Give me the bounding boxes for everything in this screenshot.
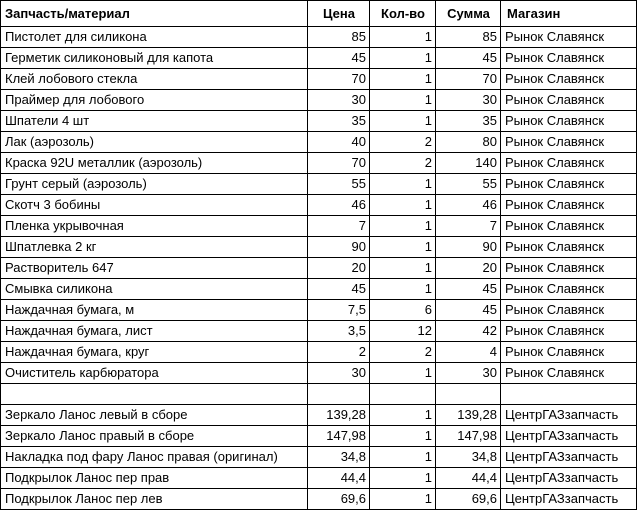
cell-sum[interactable]: 46: [436, 195, 501, 216]
cell-shop[interactable]: Рынок Славянск: [501, 195, 637, 216]
cell-sum[interactable]: 44,4: [436, 468, 501, 489]
cell-shop[interactable]: Рынок Славянск: [501, 132, 637, 153]
cell-shop[interactable]: ЦентрГАЗзапчасть: [501, 447, 637, 468]
cell-name[interactable]: Герметик силиконовый для капота: [1, 48, 308, 69]
cell-sum[interactable]: 7: [436, 216, 501, 237]
cell-sum[interactable]: 69,6: [436, 489, 501, 510]
cell-qty[interactable]: 1: [370, 216, 436, 237]
cell-name[interactable]: Краска 92U металлик (аэрозоль): [1, 153, 308, 174]
cell-price[interactable]: 69,6: [308, 489, 370, 510]
cell-name[interactable]: Клей лобового стекла: [1, 69, 308, 90]
cell-sum[interactable]: 45: [436, 300, 501, 321]
cell-shop[interactable]: Рынок Славянск: [501, 48, 637, 69]
cell-name[interactable]: Наждачная бумага, круг: [1, 342, 308, 363]
cell-qty[interactable]: 1: [370, 426, 436, 447]
cell-shop[interactable]: Рынок Славянск: [501, 342, 637, 363]
cell-shop[interactable]: Рынок Славянск: [501, 153, 637, 174]
cell-name[interactable]: Зеркало Ланос левый в сборе: [1, 405, 308, 426]
table-row: [1, 300, 637, 321]
cell-shop[interactable]: Рынок Славянск: [501, 174, 637, 195]
cell-name[interactable]: Смывка силикона: [1, 279, 308, 300]
cell-name[interactable]: Очиститель карбюратора: [1, 363, 308, 384]
cell-qty[interactable]: 1: [370, 447, 436, 468]
table-row: [1, 363, 637, 384]
cell-qty[interactable]: [370, 384, 436, 405]
cell-name[interactable]: Накладка под фару Ланос правая (оригинал): [1, 447, 308, 468]
cell-name[interactable]: Пистолет для силикона: [1, 27, 308, 48]
cell-qty[interactable]: 1: [370, 111, 436, 132]
cell-price[interactable]: 20: [308, 258, 370, 279]
cell-shop[interactable]: Рынок Славянск: [501, 258, 637, 279]
cell-qty[interactable]: 2: [370, 342, 436, 363]
cell-qty[interactable]: 1: [370, 237, 436, 258]
cell-price[interactable]: 90: [308, 237, 370, 258]
cell-qty[interactable]: 1: [370, 279, 436, 300]
cell-price[interactable]: 34,8: [308, 447, 370, 468]
cell-sum[interactable]: 85: [436, 27, 501, 48]
cell-name[interactable]: Праймер для лобового: [1, 90, 308, 111]
cell-name[interactable]: Скотч 3 бобины: [1, 195, 308, 216]
table-row: [1, 153, 637, 174]
cell-price[interactable]: 139,28: [308, 405, 370, 426]
cell-qty[interactable]: 6: [370, 300, 436, 321]
cell-name[interactable]: [1, 384, 308, 405]
cell-shop[interactable]: Рынок Славянск: [501, 111, 637, 132]
table-row: [1, 195, 637, 216]
cell-sum[interactable]: 35: [436, 111, 501, 132]
cell-price[interactable]: 2: [308, 342, 370, 363]
cell-shop[interactable]: Рынок Славянск: [501, 300, 637, 321]
cell-name[interactable]: Шпатлевка 2 кг: [1, 237, 308, 258]
cell-price[interactable]: 70: [308, 69, 370, 90]
table-row: [1, 69, 637, 90]
cell-price[interactable]: 147,98: [308, 426, 370, 447]
cell-shop[interactable]: ЦентрГАЗзапчасть: [501, 405, 637, 426]
cell-price[interactable]: 46: [308, 195, 370, 216]
table-row: [1, 447, 637, 468]
cell-name[interactable]: Шпатели 4 шт: [1, 111, 308, 132]
cell-sum[interactable]: 20: [436, 258, 501, 279]
cell-qty[interactable]: 1: [370, 48, 436, 69]
cell-qty[interactable]: 1: [370, 90, 436, 111]
cell-sum[interactable]: 45: [436, 279, 501, 300]
table-row: [1, 426, 637, 447]
cell-name[interactable]: Подкрылок Ланос пер прав: [1, 468, 308, 489]
cell-name[interactable]: Подкрылок Ланос пер лев: [1, 489, 308, 510]
cell-shop[interactable]: ЦентрГАЗзапчасть: [501, 489, 637, 510]
cell-name[interactable]: Пленка укрывочная: [1, 216, 308, 237]
header-sum[interactable]: Сумма: [436, 1, 501, 27]
cell-price[interactable]: 30: [308, 363, 370, 384]
table-row: [1, 237, 637, 258]
header-name[interactable]: Запчасть/материал: [1, 1, 308, 27]
cell-sum[interactable]: 4: [436, 342, 501, 363]
cell-sum[interactable]: [436, 384, 501, 405]
table-row: [1, 174, 637, 195]
cell-qty[interactable]: 1: [370, 363, 436, 384]
cell-sum[interactable]: 140: [436, 153, 501, 174]
cell-price[interactable]: 45: [308, 279, 370, 300]
table-row: [1, 384, 637, 405]
cell-sum[interactable]: 45: [436, 48, 501, 69]
cell-price[interactable]: 3,5: [308, 321, 370, 342]
table-row: [1, 258, 637, 279]
cell-qty[interactable]: 1: [370, 468, 436, 489]
cell-sum[interactable]: 30: [436, 363, 501, 384]
cell-name[interactable]: Растворитель 647: [1, 258, 308, 279]
cell-sum[interactable]: 30: [436, 90, 501, 111]
cell-sum[interactable]: 139,28: [436, 405, 501, 426]
table-row: [1, 90, 637, 111]
cell-price[interactable]: [308, 384, 370, 405]
cell-shop[interactable]: Рынок Славянск: [501, 279, 637, 300]
cell-shop[interactable]: Рынок Славянск: [501, 90, 637, 111]
cell-qty[interactable]: 2: [370, 132, 436, 153]
header-row: [1, 1, 637, 27]
table-row: [1, 48, 637, 69]
cell-shop[interactable]: Рынок Славянск: [501, 69, 637, 90]
table-row: [1, 216, 637, 237]
cell-price[interactable]: 7: [308, 216, 370, 237]
cell-qty[interactable]: 1: [370, 174, 436, 195]
cell-price[interactable]: 40: [308, 132, 370, 153]
cell-sum[interactable]: 80: [436, 132, 501, 153]
table-row: [1, 489, 637, 510]
header-price[interactable]: Цена: [308, 1, 370, 27]
cell-price[interactable]: 70: [308, 153, 370, 174]
table-body: [1, 27, 637, 510]
cell-name[interactable]: Наждачная бумага, лист: [1, 321, 308, 342]
cell-name[interactable]: Лак (аэрозоль): [1, 132, 308, 153]
cell-name[interactable]: Наждачная бумага, м: [1, 300, 308, 321]
cell-price[interactable]: 44,4: [308, 468, 370, 489]
header-qty[interactable]: Кол-во: [370, 1, 436, 27]
cell-qty[interactable]: 1: [370, 489, 436, 510]
cell-shop[interactable]: Рынок Славянск: [501, 321, 637, 342]
table-row: [1, 132, 637, 153]
cell-price[interactable]: 55: [308, 174, 370, 195]
cell-qty[interactable]: 1: [370, 405, 436, 426]
cell-sum[interactable]: 147,98: [436, 426, 501, 447]
cell-sum[interactable]: 90: [436, 237, 501, 258]
table-row: [1, 468, 637, 489]
cell-price[interactable]: 35: [308, 111, 370, 132]
cell-sum[interactable]: 70: [436, 69, 501, 90]
table-row: [1, 111, 637, 132]
cell-sum[interactable]: 42: [436, 321, 501, 342]
cell-price[interactable]: 45: [308, 48, 370, 69]
cell-qty[interactable]: 1: [370, 195, 436, 216]
cell-name[interactable]: Грунт серый (аэрозоль): [1, 174, 308, 195]
table-row: [1, 27, 637, 48]
cell-qty[interactable]: 12: [370, 321, 436, 342]
cell-sum[interactable]: 34,8: [436, 447, 501, 468]
table-row: [1, 321, 637, 342]
cell-shop[interactable]: ЦентрГАЗзапчасть: [501, 426, 637, 447]
cell-price[interactable]: 85: [308, 27, 370, 48]
cell-name[interactable]: Зеркало Ланос правый в сборе: [1, 426, 308, 447]
cell-qty[interactable]: 1: [370, 258, 436, 279]
cell-price[interactable]: 7,5: [308, 300, 370, 321]
table-row: [1, 405, 637, 426]
cell-shop[interactable]: Рынок Славянск: [501, 363, 637, 384]
header-shop[interactable]: Магазин: [501, 1, 637, 27]
cell-qty[interactable]: 1: [370, 69, 436, 90]
cell-qty[interactable]: 1: [370, 27, 436, 48]
cell-shop[interactable]: ЦентрГАЗзапчасть: [501, 468, 637, 489]
cell-shop[interactable]: Рынок Славянск: [501, 27, 637, 48]
cell-sum[interactable]: 55: [436, 174, 501, 195]
cell-price[interactable]: 30: [308, 90, 370, 111]
cell-qty[interactable]: 2: [370, 153, 436, 174]
cell-shop[interactable]: [501, 384, 637, 405]
table-row: [1, 279, 637, 300]
cell-shop[interactable]: Рынок Славянск: [501, 216, 637, 237]
table-row: [1, 342, 637, 363]
cell-shop[interactable]: Рынок Славянск: [501, 237, 637, 258]
